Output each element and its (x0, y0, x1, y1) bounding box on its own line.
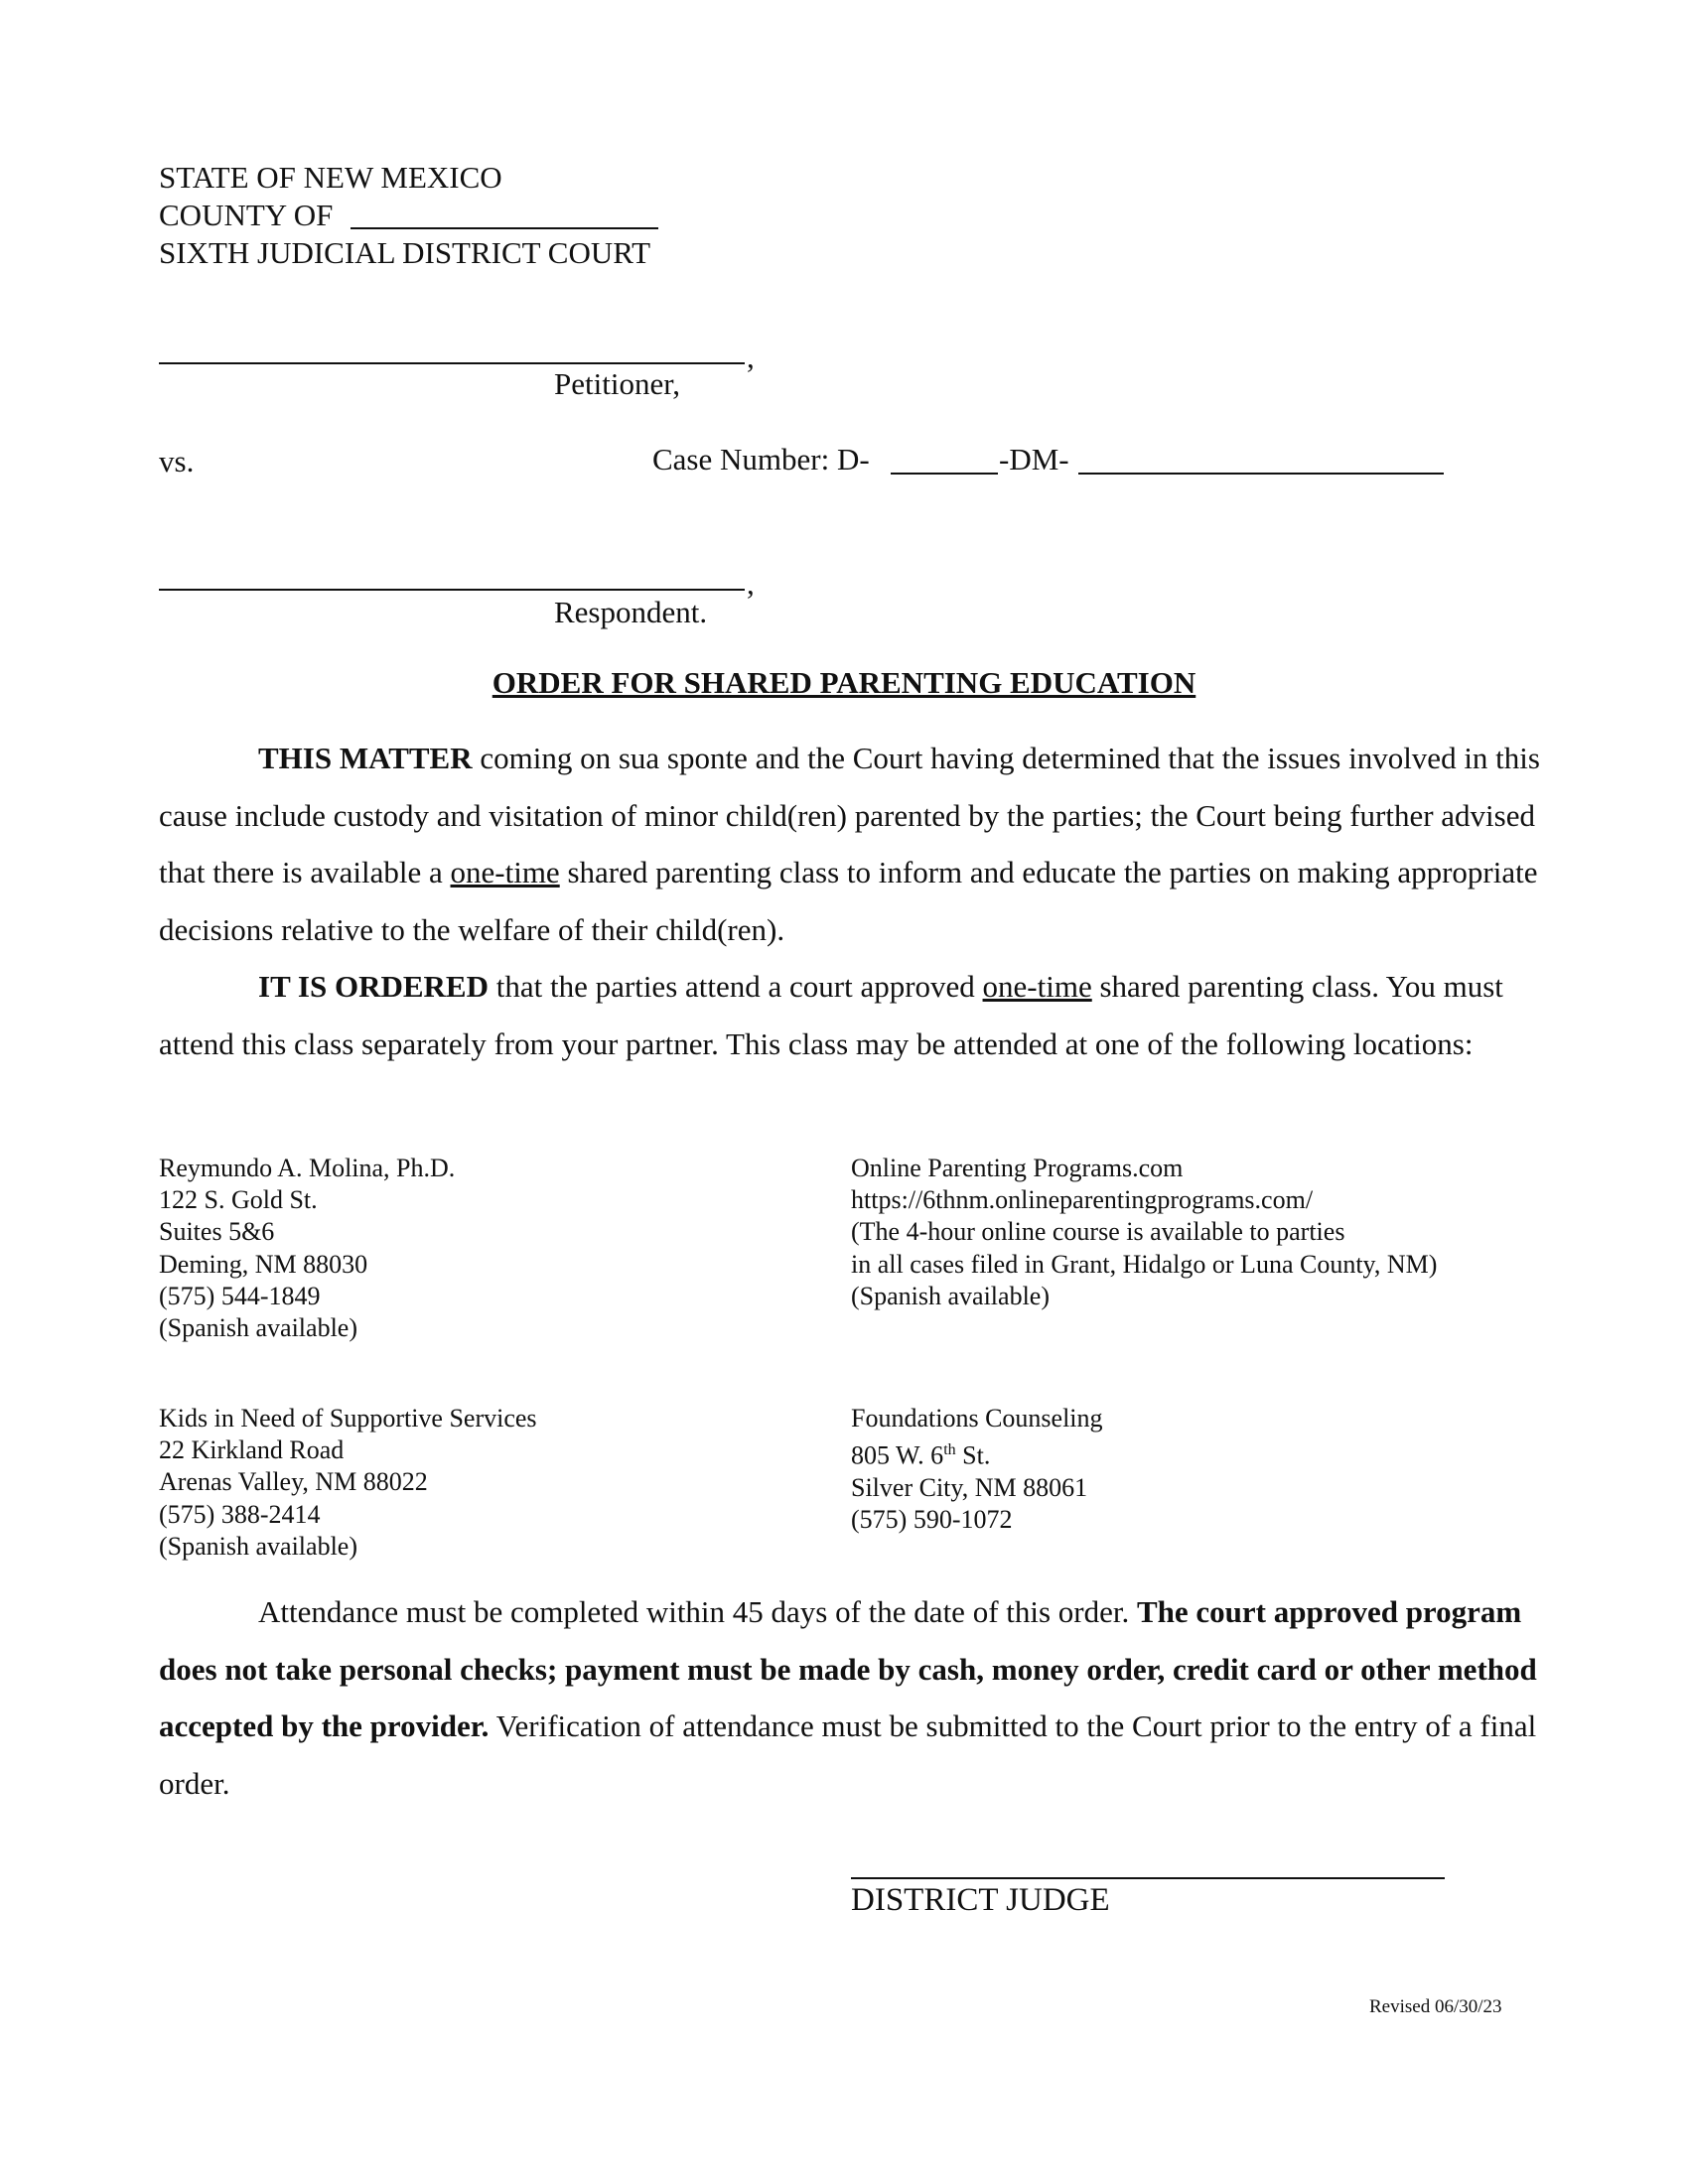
vs-label: vs. (159, 444, 195, 478)
state-heading: STATE OF NEW MEXICO (159, 160, 502, 195)
county-heading: COUNTY OF (159, 198, 334, 232)
para2-text-b: shared parenting class. You must attend this class separately from your partner. This class may be attended at one of the following locations: (159, 969, 1503, 1061)
location-phone: (575) 590-1072 (851, 1505, 1013, 1535)
street-suffix: St. (955, 1440, 991, 1470)
court-heading: SIXTH JUDICIAL DISTRICT COURT (159, 235, 651, 270)
this-matter-lead: THIS MATTER (258, 741, 473, 775)
location-phone: (575) 388-2414 (159, 1499, 321, 1529)
county-blank-line[interactable] (351, 227, 658, 229)
petitioner-label: Petitioner, (554, 366, 681, 401)
location-city: Arenas Valley, NM 88022 (159, 1467, 428, 1497)
respondent-comma: , (747, 566, 755, 601)
location-note: (Spanish available) (851, 1281, 1050, 1310)
para3-text-a: Attendance must be completed within 45 days of the date of this order. (258, 1594, 1137, 1629)
case-number-blank-2[interactable] (1078, 473, 1444, 475)
petitioner-comma: , (747, 340, 755, 374)
location-phone: (575) 544-1849 (159, 1281, 321, 1310)
para1-text-b: shared parenting class to inform and educate the parties on making appropriate decisions relative to the welfare of their child(ren). (159, 855, 1538, 947)
revised-date: Revised 06/30/23 (1369, 1996, 1502, 2017)
order-title: ORDER FOR SHARED PARENTING EDUCATION (492, 665, 1196, 700)
location-online-parenting (851, 1153, 1437, 1312)
location-kiss (159, 1403, 537, 1563)
one-time-underline-1: one-time (450, 855, 560, 889)
location-city: Silver City, NM 88061 (851, 1473, 1088, 1503)
location-url[interactable]: https://6thnm.onlineparentingprograms.com/ (851, 1185, 1314, 1215)
para3-text-b: Verification of attendance must be submitted to the Court prior to the entry of a final order. (159, 1708, 1537, 1801)
judge-signature-line[interactable] (851, 1877, 1445, 1879)
location-foundations (851, 1403, 1103, 1536)
location-city: Deming, NM 88030 (159, 1249, 368, 1279)
street-ordinal: th (943, 1441, 956, 1459)
street-number: 805 W. 6 (851, 1440, 944, 1470)
case-number-label: Case Number: D- (652, 442, 870, 477)
location-street: 22 Kirkland Road (159, 1435, 345, 1465)
respondent-label: Respondent. (554, 595, 708, 629)
location-name: Reymundo A. Molina, Ph.D. (159, 1154, 456, 1182)
location-name: Kids in Need of Supportive Services (159, 1404, 537, 1433)
paragraph-this-matter (159, 730, 1549, 958)
location-street: 122 S. Gold St. (159, 1185, 318, 1215)
location-detail: (The 4-hour online course is available to parties (851, 1217, 1345, 1247)
district-judge-label: DISTRICT JUDGE (851, 1882, 1110, 1918)
location-suite: Suites 5&6 (159, 1217, 275, 1247)
paragraph-attendance (159, 1583, 1549, 1812)
location-note: (Spanish available) (159, 1313, 357, 1343)
it-is-ordered-lead: IT IS ORDERED (258, 969, 490, 1004)
case-number-dm: -DM- (999, 442, 1069, 477)
location-name: Foundations Counseling (851, 1404, 1103, 1433)
petitioner-name-line[interactable] (159, 362, 745, 364)
case-number-blank-1[interactable] (891, 473, 998, 475)
location-detail: in all cases filed in Grant, Hidalgo or Luna County, NM) (851, 1249, 1438, 1279)
location-molina (159, 1153, 455, 1344)
para2-text-a: that the parties attend a court approved (489, 969, 983, 1004)
location-name: Online Parenting Programs.com (851, 1154, 1184, 1182)
respondent-name-line[interactable] (159, 589, 745, 591)
para1-text-a: coming on sua sponte and the Court having determined that the issues involved in this cause include custody and visitation of minor child(ren) parented by the parties; the Court being further advised that there is available a (159, 741, 1540, 889)
payment-notice: The court approved program does not take personal checks; payment must be made by cash, money order, credit card or other method accepted by the provider. (159, 1594, 1537, 1743)
one-time-underline-2: one-time (982, 969, 1092, 1004)
location-note: (Spanish available) (159, 1531, 357, 1561)
paragraph-it-is-ordered (159, 958, 1549, 1072)
location-street (851, 1434, 1103, 1472)
